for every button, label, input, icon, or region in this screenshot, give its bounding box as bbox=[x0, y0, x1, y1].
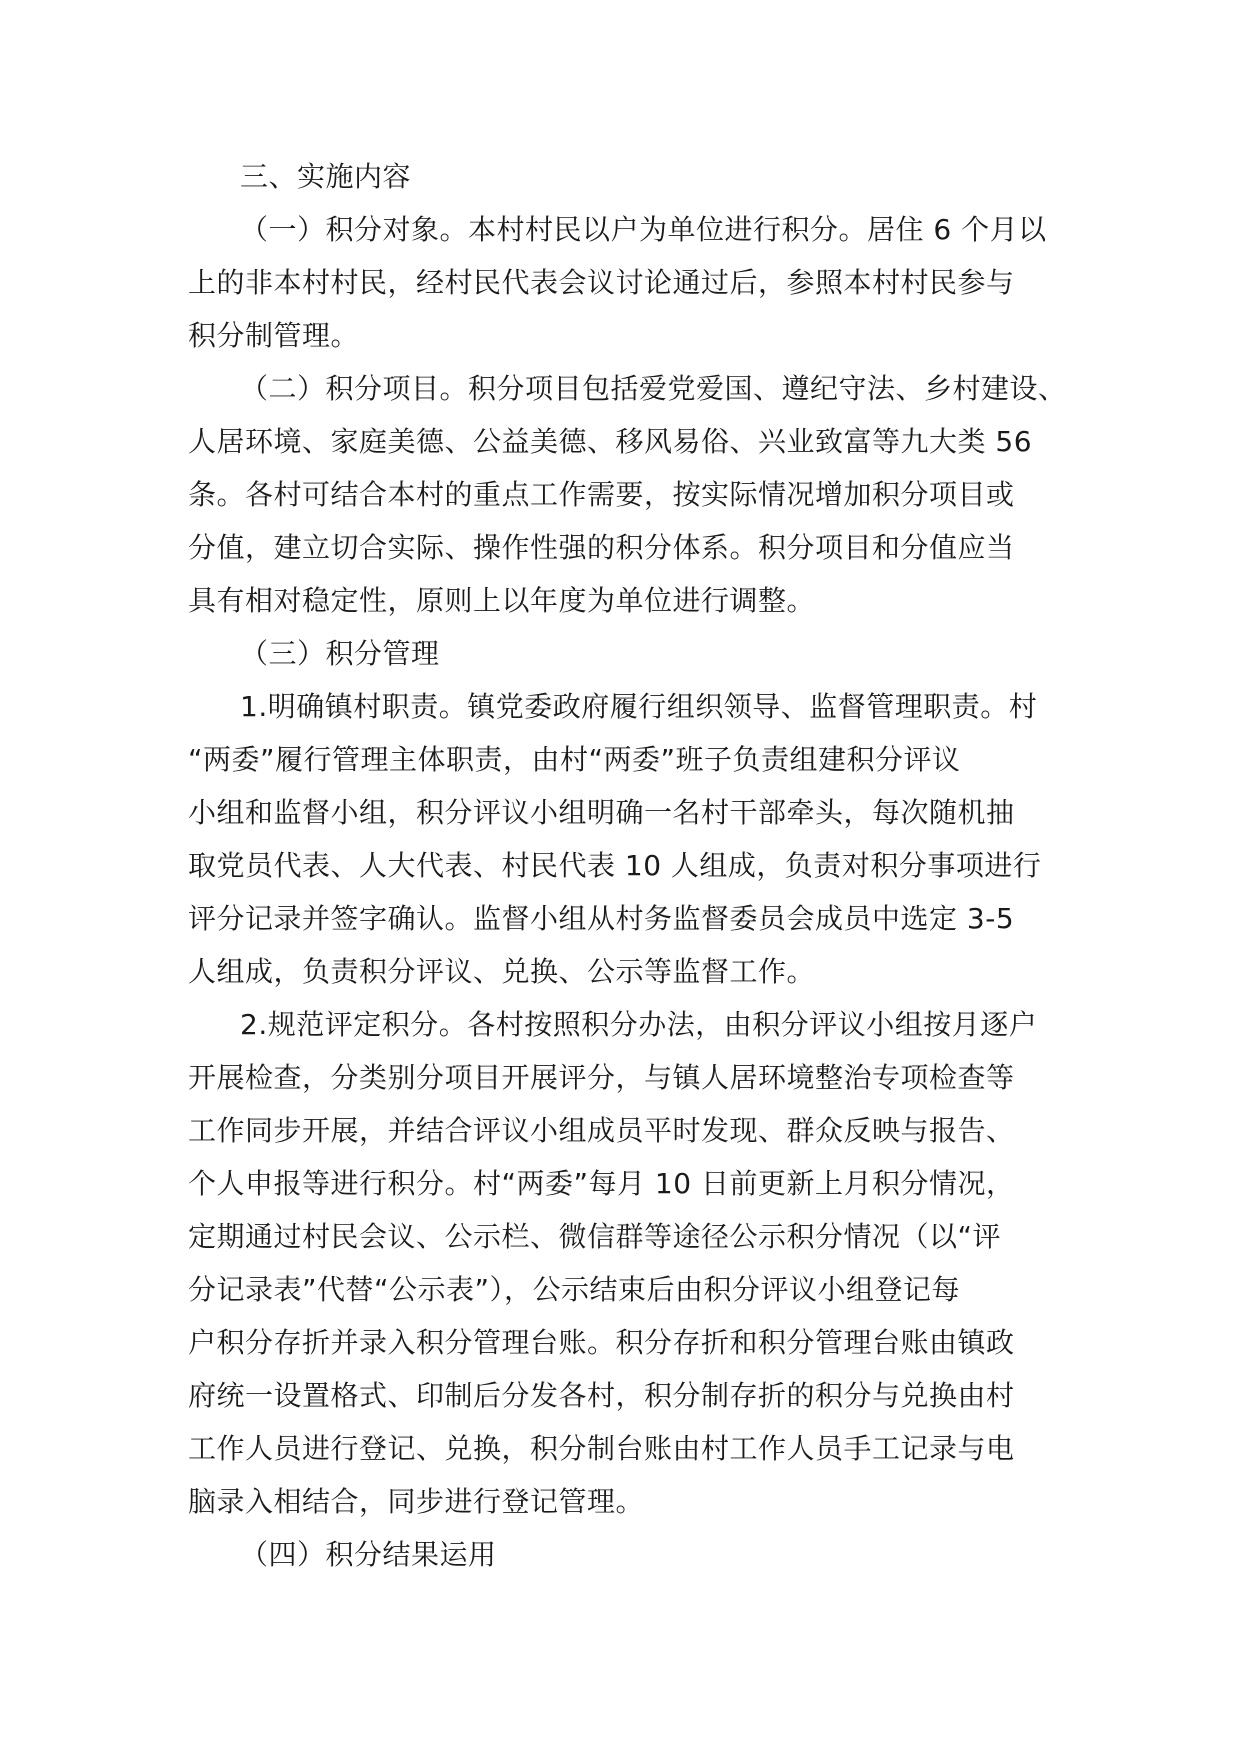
paragraph-line: 小组和监督小组，积分评议小组明确一名村干部牵头，每次随机抽 bbox=[188, 796, 1015, 829]
paragraph-line: 人居环境、家庭美德、公益美德、移风易俗、兴业致富等九大类 56 bbox=[188, 425, 1033, 458]
paragraph-line: 开展检查，分类别分项目开展评分，与镇人居环境整治专项检查等 bbox=[188, 1061, 1015, 1094]
paragraph-first-line: （三）积分管理 bbox=[240, 637, 440, 670]
paragraph-line: 脑录入相结合，同步进行登记管理。 bbox=[188, 1485, 645, 1518]
paragraph-first-line: 三、实施内容 bbox=[240, 160, 412, 193]
paragraph-line: 分记录表”代替“公示表”），公示结束后由积分评议小组登记每 bbox=[188, 1273, 961, 1306]
paragraph-first-line: 1.明确镇村职责。镇党委政府履行组织领导、监督管理职责。村 bbox=[240, 690, 1038, 723]
paragraph-line: 条。各村可结合本村的重点工作需要，按实际情况增加积分项目或 bbox=[188, 478, 1015, 511]
paragraph-line: 分值，建立切合实际、操作性强的积分体系。积分项目和分值应当 bbox=[188, 531, 1015, 564]
paragraph-line: 户积分存折并录入积分管理台账。积分存折和积分管理台账由镇政 bbox=[188, 1326, 1015, 1359]
paragraph-line: 工作人员进行登记、兑换，积分制台账由村工作人员手工记录与电 bbox=[188, 1432, 1015, 1465]
paragraph-first-line: 2.规范评定积分。各村按照积分办法，由积分评议小组按月逐户 bbox=[240, 1008, 1038, 1041]
paragraph-line: 定期通过村民会议、公示栏、微信群等途径公示积分情况（以“评 bbox=[188, 1220, 1002, 1253]
paragraph-line: 府统一设置格式、印制后分发各村，积分制存折的积分与兑换由村 bbox=[188, 1379, 1015, 1412]
paragraph-line: 取党员代表、人大代表、村民代表 10 人组成，负责对积分事项进行 bbox=[188, 849, 1042, 882]
paragraph-line: “两委”履行管理主体职责，由村“两委”班子负责组建积分评议 bbox=[188, 743, 961, 776]
paragraph-line: 工作同步开展，并结合评议小组成员平时发现、群众反映与报告、 bbox=[188, 1114, 1015, 1147]
paragraph-line: 评分记录并签字确认。监督小组从村务监督委员会成员中选定 3-5 bbox=[188, 902, 1015, 935]
paragraph-first-line: （一）积分对象。本村村民以户为单位进行积分。居住 6 个月以 bbox=[240, 213, 1047, 246]
paragraph-line: 上的非本村村民，经村民代表会议讨论通过后，参照本村村民参与 bbox=[188, 266, 1015, 299]
paragraph-line: 个人申报等进行积分。村“两委”每月 10 日前更新上月积分情况， bbox=[188, 1167, 1015, 1200]
paragraph-line: 积分制管理。 bbox=[188, 319, 360, 352]
paragraph-first-line: （二）积分项目。积分项目包括爱党爱国、遵纪守法、乡村建设、 bbox=[240, 372, 1067, 405]
document-body bbox=[188, 150, 1068, 1581]
paragraph-line: 具有相对稳定性，原则上以年度为单位进行调整。 bbox=[188, 584, 816, 617]
paragraph-first-line: （四）积分结果运用 bbox=[240, 1538, 497, 1571]
paragraph-line: 人组成，负责积分评议、兑换、公示等监督工作。 bbox=[188, 955, 816, 988]
